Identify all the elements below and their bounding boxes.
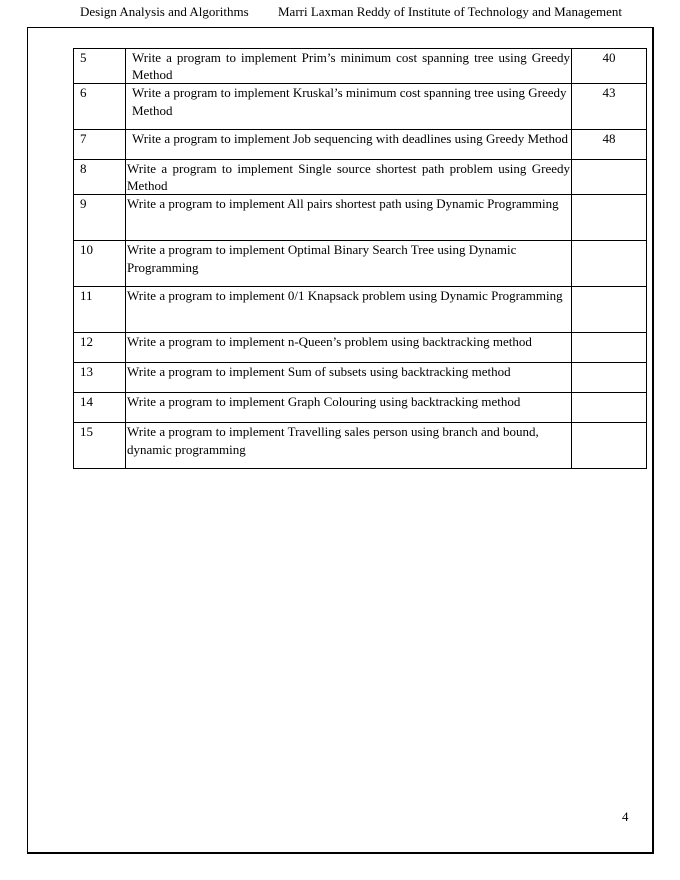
page-ref (572, 423, 647, 469)
table-row (74, 241, 647, 287)
program-description: Write a program to implement Optimal Binary Search Tree using Dynamic Programming (126, 241, 572, 287)
row-number: 7 (74, 130, 126, 160)
table-row (74, 363, 647, 393)
table-row (74, 160, 647, 195)
row-number: 9 (74, 195, 126, 241)
page-ref (572, 195, 647, 241)
program-description: Write a program to implement Sum of subsets using backtracking method (126, 363, 572, 393)
page-ref (572, 393, 647, 423)
program-description: Write a program to implement 0/1 Knapsack problem using Dynamic Programming (126, 287, 572, 333)
page-ref (572, 241, 647, 287)
row-number: 10 (74, 241, 126, 287)
row-number: 13 (74, 363, 126, 393)
row-number: 6 (74, 84, 126, 130)
program-list-table (73, 48, 647, 469)
row-number: 14 (74, 393, 126, 423)
page-number: 4 (622, 809, 629, 824)
table-row (74, 130, 647, 160)
row-number: 12 (74, 333, 126, 363)
row-number: 8 (74, 160, 126, 195)
row-number: 5 (74, 49, 126, 84)
page-ref (572, 333, 647, 363)
table-row (74, 393, 647, 423)
table-row (74, 333, 647, 363)
program-description: Write a program to implement All pairs shortest path using Dynamic Programming (126, 195, 572, 241)
program-description: Write a program to implement Prim’s minimum cost spanning tree using Greedy Method (126, 49, 572, 84)
table-row (74, 287, 647, 333)
row-number: 15 (74, 423, 126, 469)
table-row (74, 423, 647, 469)
table-row (74, 49, 647, 84)
program-description: Write a program to implement Kruskal’s minimum cost spanning tree using Greedy Method (126, 84, 572, 130)
page-ref: 43 (572, 84, 647, 130)
program-description: Write a program to implement Graph Colouring using backtracking method (126, 393, 572, 423)
table-row (74, 195, 647, 241)
header-course: Design Analysis and Algorithms (80, 4, 249, 19)
page-ref (572, 287, 647, 333)
page-ref (572, 363, 647, 393)
page-ref: 40 (572, 49, 647, 84)
table-row (74, 84, 647, 130)
row-number: 11 (74, 287, 126, 333)
page-ref: 48 (572, 130, 647, 160)
program-description: Write a program to implement Job sequencing with deadlines using Greedy Method (126, 130, 572, 160)
page-ref (572, 160, 647, 195)
program-description: Write a program to implement Travelling sales person using branch and bound, dynamic programming (126, 423, 572, 469)
program-description: Write a program to implement n-Queen’s problem using backtracking method (126, 333, 572, 363)
header-institute: Marri Laxman Reddy of Institute of Technology and Management (278, 4, 622, 19)
program-description: Write a program to implement Single source shortest path problem using Greedy Method (127, 161, 570, 193)
